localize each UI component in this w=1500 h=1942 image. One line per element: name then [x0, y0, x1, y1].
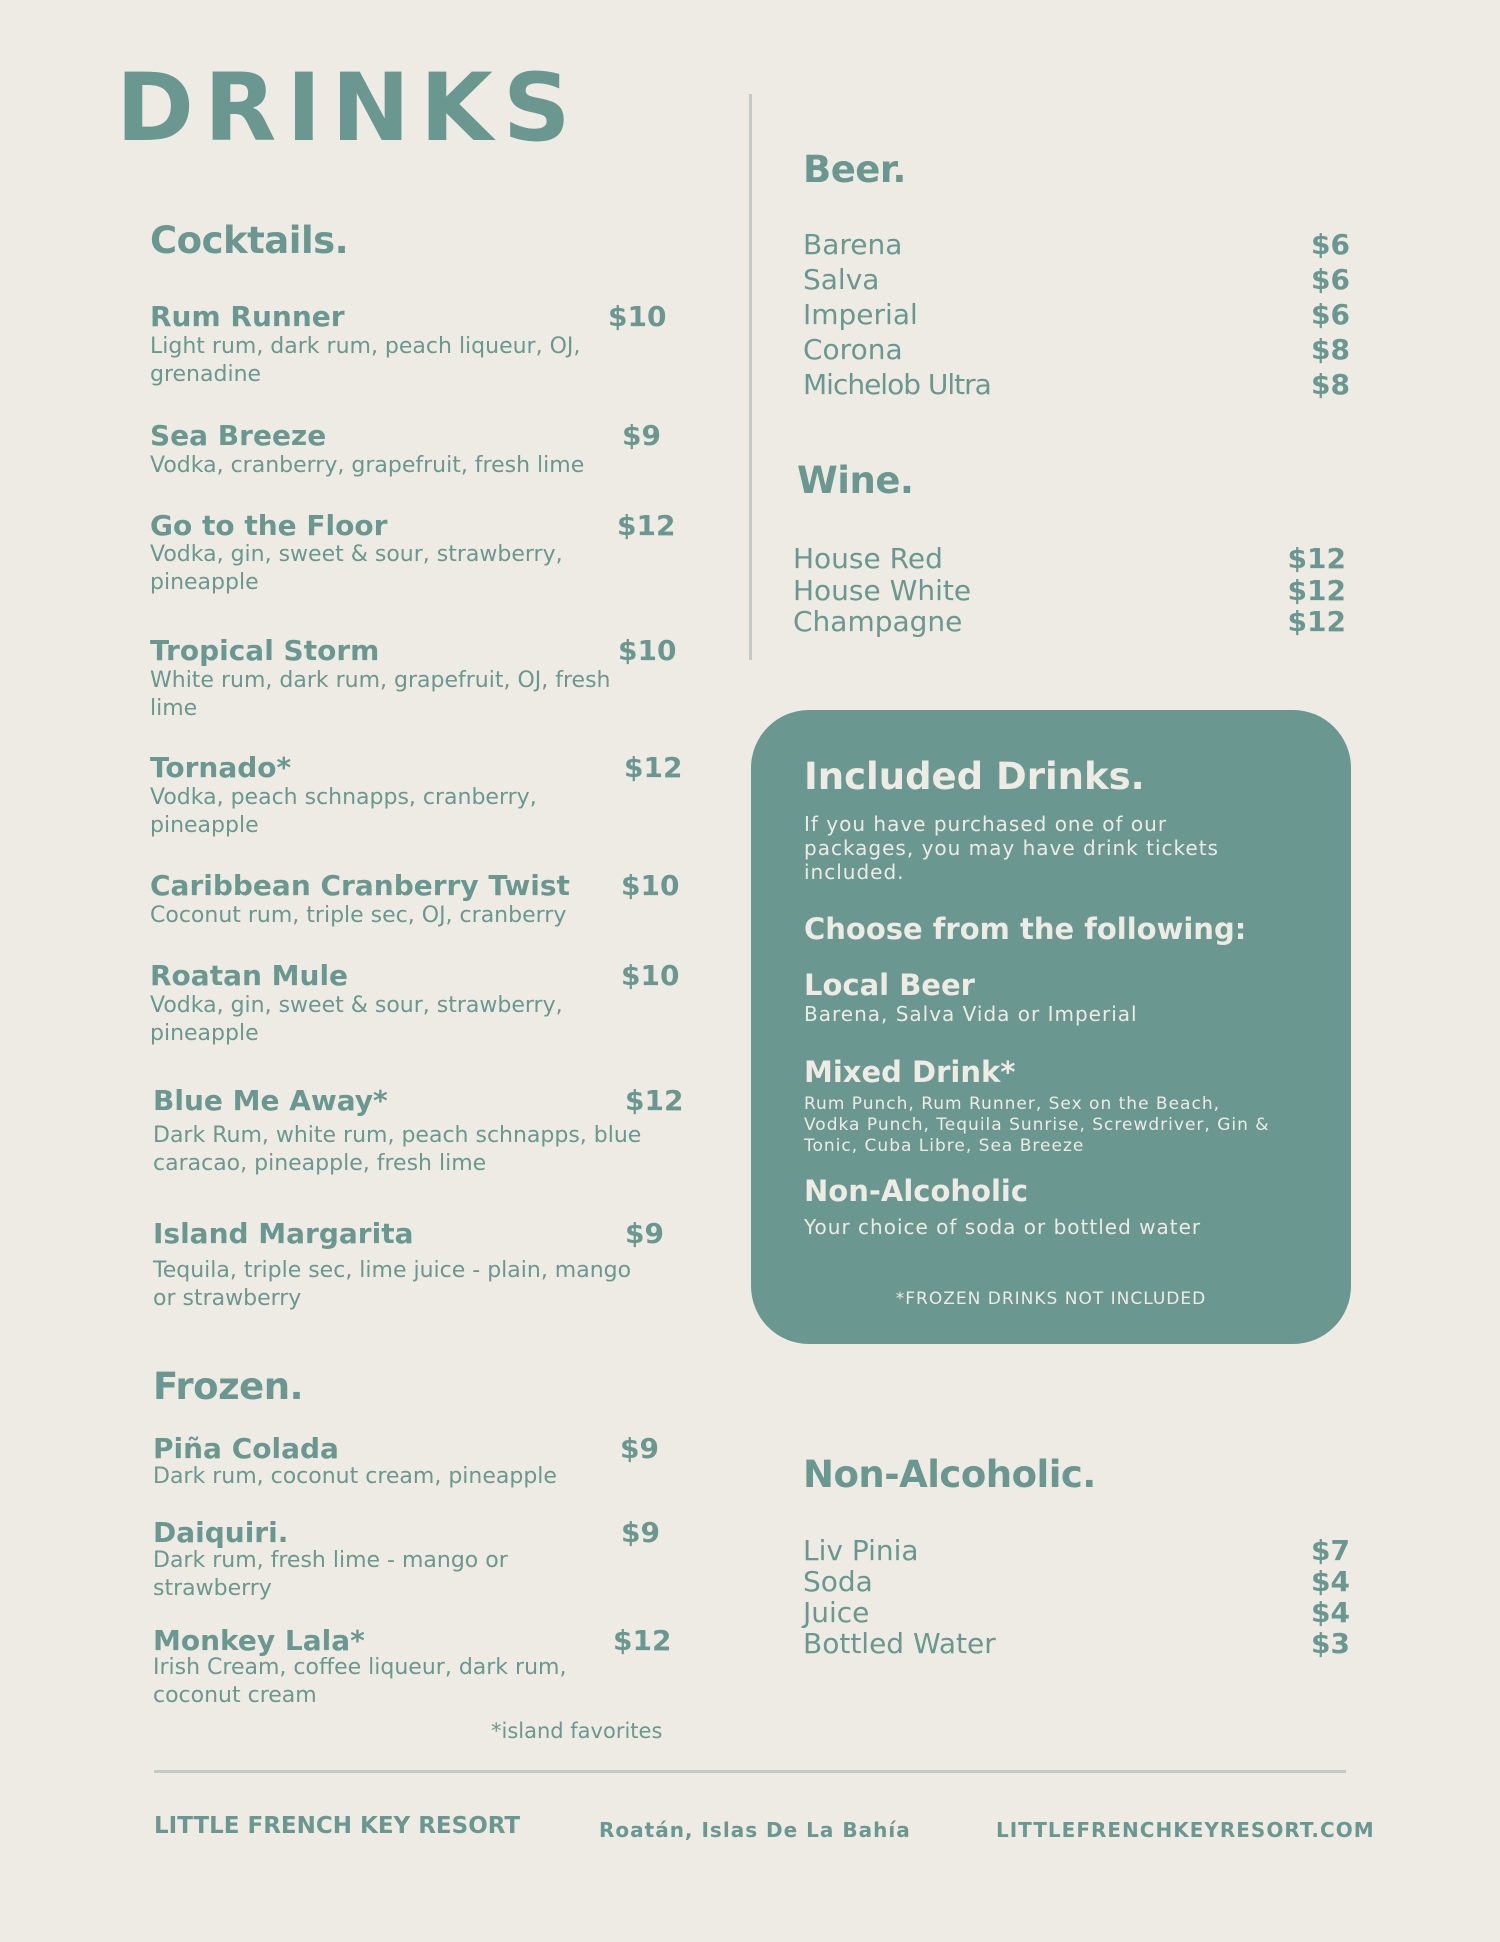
beer-price: $8 — [1311, 333, 1350, 366]
beer-name: Michelob Ultra — [803, 368, 991, 401]
local-beer-title: Local Beer — [804, 968, 975, 1002]
item-price: $10 — [618, 634, 677, 667]
beer-name: Corona — [803, 333, 903, 366]
beer-price: $6 — [1311, 298, 1350, 331]
item-description: Light rum, dark rum, peach liqueur, OJ, grenadine — [150, 334, 581, 387]
item-description: White rum, dark rum, grapefruit, OJ, fresh lime — [150, 668, 611, 721]
wine-price: $12 — [1287, 542, 1346, 575]
non-alcoholic-price: $7 — [1311, 1534, 1350, 1567]
item-name: Piña Colada — [153, 1432, 339, 1465]
item-price: $9 — [620, 1432, 659, 1465]
item-description: Coconut rum, triple sec, OJ, cranberry — [150, 903, 567, 928]
non-alcoholic-price: $3 — [1311, 1627, 1350, 1660]
item-name: Caribbean Cranberry Twist — [150, 869, 570, 902]
beer-price: $6 — [1311, 228, 1350, 261]
item-description: Vodka, peach schnapps, cranberry, pineapple — [150, 785, 537, 838]
wine-name: House Red — [793, 542, 943, 575]
item-price: $12 — [625, 1084, 684, 1117]
page-title: DRINKS — [116, 54, 581, 163]
item-price: $9 — [622, 419, 661, 452]
island-favorites-note: *island favorites — [491, 1719, 663, 1743]
column-divider — [749, 94, 752, 660]
wine-name: Champagne — [793, 605, 963, 638]
item-description: Vodka, cranberry, grapefruit, fresh lime — [150, 453, 585, 478]
beer-name: Barena — [803, 228, 903, 261]
beer-name: Imperial — [803, 298, 918, 331]
item-name: Roatan Mule — [150, 959, 349, 992]
non-alcoholic-title: Non-Alcoholic — [804, 1174, 1029, 1208]
non-alcoholic-name: Juice — [803, 1596, 870, 1629]
item-description: Dark rum, coconut cream, pineapple — [153, 1464, 557, 1489]
footer-resort-name: LITTLE FRENCH KEY RESORT — [154, 1813, 521, 1839]
item-name: Rum Runner — [150, 300, 345, 333]
item-description: Vodka, gin, sweet & sour, strawberry, pineapple — [150, 542, 563, 595]
item-price: $10 — [621, 869, 680, 902]
non-alcoholic-price: $4 — [1311, 1565, 1350, 1598]
item-price: $10 — [621, 959, 680, 992]
item-description: Dark Rum, white rum, peach schnapps, blue caracao, pineapple, fresh lime — [153, 1123, 642, 1176]
item-name: Tropical Storm — [150, 634, 380, 667]
item-description: Vodka, gin, sweet & sour, strawberry, pineapple — [150, 993, 563, 1046]
wine-name: House White — [793, 574, 972, 607]
frozen-not-included-note: *FROZEN DRINKS NOT INCLUDED — [895, 1289, 1207, 1309]
item-name: Monkey Lala* — [153, 1624, 365, 1657]
non-alcoholic-name: Bottled Water — [803, 1627, 996, 1660]
item-name: Island Margarita — [153, 1217, 414, 1250]
item-price: $12 — [613, 1624, 672, 1657]
included-heading: Included Drinks. — [804, 755, 1145, 798]
non-alcoholic-heading: Non-Alcoholic. — [803, 1453, 1096, 1496]
non-alcoholic-price: $4 — [1311, 1596, 1350, 1629]
item-price: $9 — [621, 1516, 660, 1549]
local-beer-text: Barena, Salva Vida or Imperial — [804, 1002, 1138, 1026]
included-drinks-card — [751, 710, 1351, 1344]
item-name: Sea Breeze — [150, 419, 327, 452]
cocktails-heading: Cocktails. — [150, 219, 349, 262]
item-price: $9 — [625, 1217, 664, 1250]
item-name: Daiquiri. — [153, 1516, 289, 1549]
footer-divider — [154, 1770, 1346, 1773]
wine-price: $12 — [1287, 574, 1346, 607]
item-price: $10 — [608, 300, 667, 333]
wine-price: $12 — [1287, 605, 1346, 638]
non-alcoholic-name: Liv Pinia — [803, 1534, 919, 1567]
item-name: Tornado* — [150, 751, 292, 784]
item-description: Tequila, triple sec, lime juice - plain, mango or strawberry — [153, 1258, 632, 1311]
beer-heading: Beer. — [803, 148, 906, 191]
beer-price: $6 — [1311, 263, 1350, 296]
wine-heading: Wine. — [797, 459, 914, 502]
item-price: $12 — [617, 509, 676, 542]
non-alcoholic-text: Your choice of soda or bottled water — [804, 1215, 1202, 1239]
item-name: Blue Me Away* — [153, 1084, 388, 1117]
item-name: Go to the Floor — [150, 509, 388, 542]
non-alcoholic-name: Soda — [803, 1565, 873, 1598]
item-description: Irish Cream, coffee liqueur, dark rum, coconut cream — [153, 1655, 567, 1708]
mixed-drink-text: Rum Punch, Rum Runner, Sex on the Beach, Vodka Punch, Tequila Sunrise, Screwdriver, Gin & Tonic, Cuba Libre, Sea Breeze — [804, 1094, 1270, 1156]
beer-name: Salva — [803, 263, 880, 296]
beer-price: $8 — [1311, 368, 1350, 401]
included-intro: If you have purchased one of our packages, you may have drink tickets included. — [804, 812, 1219, 884]
item-description: Dark rum, fresh lime - mango or strawberry — [153, 1548, 508, 1601]
choose-heading: Choose from the following: — [804, 912, 1247, 946]
item-price: $12 — [624, 751, 683, 784]
footer-website: LITTLEFRENCHKEYRESORT.COM — [996, 1818, 1375, 1842]
footer-location: Roatán, Islas De La Bahía — [599, 1818, 911, 1842]
frozen-heading: Frozen. — [153, 1365, 304, 1408]
mixed-drink-title: Mixed Drink* — [804, 1055, 1016, 1089]
